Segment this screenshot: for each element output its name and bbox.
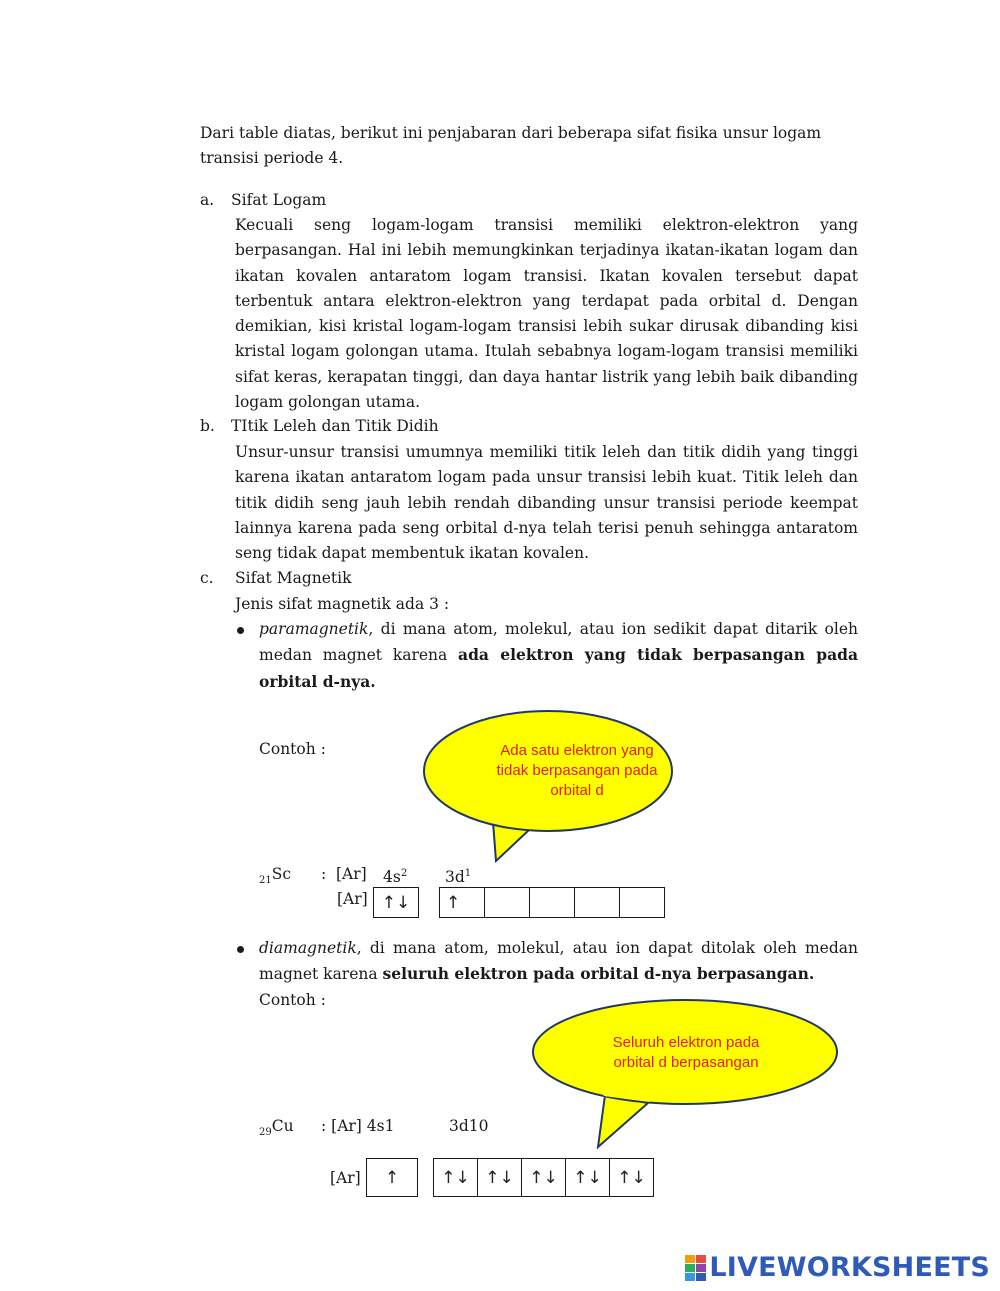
sc-3d-orbital-box-2 (484, 887, 530, 918)
cu-core-label: [Ar] (330, 1169, 361, 1187)
section-c-marker: c. (200, 569, 214, 587)
callout-diamagnetic-text (566, 1033, 806, 1073)
cu-3d-orbital-box-5: ↑↓ (609, 1158, 654, 1197)
sc-4s-orbital-box: ↑↓ (373, 887, 419, 918)
liveworksheets-logo-icon (685, 1255, 707, 1281)
section-a-paragraph: Kecuali seng logam-logam transisi memiliki elektron-elektron yang berpasangan. Hal ini lebih memungkinkan terjadinya ikatan-ikatan logam dan ikatan kovalen antaratom logam transisi. Ikatan kovalen tersebut dapat terbentuk antara elektron-elektron yang terdapat pada orbital d. Dengan demikian, kisi kristal logam-logam transisi lebih sukar dirusak dibanding kisi kristal logam golongan utama. Itulah sebabnya logam-logam transisi memiliki sifat keras, kerapatan tinggi, dan daya hantar listrik yang lebih baik dibanding logam golongan utama. (235, 216, 858, 412)
callout-diamagnetic-line-1: Seluruh elektron pada (612, 1034, 760, 1051)
intro-line-1: Dari table diatas, berikut ini penjabaran dari beberapa sifat fisika unsur logam (200, 124, 822, 142)
paramagnetic-bold-text: ada elektron yang tidak berpasangan pada orbital d-nya. (259, 645, 858, 691)
paramagnetic-description (259, 617, 858, 695)
sc-config-4s (383, 862, 407, 889)
section-b-paragraph: Unsur-unsur transisi umumnya memiliki titik leleh dan titik didih yang tinggi karena ikatan antaratom logam pada unsur transisi lebih kuat. Titik leleh dan titik didih seng jauh lebih rendah dibanding unsur transisi periode keempat lainnya karena pada seng orbital d-nya telah terisi penuh sehingga antaratom seng tidak dapat membentuk ikatan kovalen. (235, 443, 858, 563)
sc-4s-electrons: 2 (400, 868, 408, 879)
sc-3d-orbital-box-4 (574, 887, 620, 918)
diamagnetic-text: , di mana atom, molekul, atau ion dapat ditolak oleh medan magnet karena (259, 939, 858, 984)
sc-3d-orbital-box-1: ↑ (439, 887, 485, 918)
sc-3d-electrons: 1 (464, 868, 472, 879)
cu-3d-orbital-box-3: ↑↓ (521, 1158, 566, 1197)
sc-config-colon: : (321, 865, 327, 883)
sc-config-core: [Ar] (336, 865, 367, 883)
sc-config-3d (445, 862, 471, 889)
sc-symbol: Sc (271, 865, 292, 883)
cu-3d-orbital-box-1: ↑↓ (433, 1158, 478, 1197)
diamagnetic-term: diamagnetik (259, 939, 357, 957)
intro-line-2: transisi periode 4. (200, 149, 344, 167)
diamagnetic-description (259, 936, 858, 988)
bullet-diamagnetic (237, 946, 244, 953)
liveworksheets-logo-text: LIVEWORKSHEETS (709, 1252, 990, 1283)
paramagnetic-example-label: Contoh : (259, 740, 326, 758)
section-c-title: Sifat Magnetik (235, 569, 352, 587)
callout-diamagnetic-line-2: orbital d berpasangan (613, 1054, 759, 1071)
callout-bubble-diamagnetic (530, 995, 845, 1155)
callout-paramagnetic-line-2: tidak berpasangan pada (496, 762, 658, 779)
liveworksheets-logo (685, 1252, 990, 1283)
cu-atomic-number: 29 (259, 1127, 272, 1139)
callout-paramagnetic-line-3: orbital d (550, 782, 604, 799)
sc-3d-orbital-box-3 (529, 887, 575, 918)
paramagnetic-text: , di mana atom, molekul, atau ion sedikit dapat ditarik oleh medan magnet karena (259, 620, 858, 665)
sc-element-label (259, 862, 291, 893)
cu-element-label (259, 1114, 294, 1145)
callout-paramagnetic-line-1: Ada satu elektron yang (500, 742, 654, 759)
sc-4s-label: 4s (383, 868, 401, 887)
cu-config-text: : [Ar] 4s1 (321, 1117, 395, 1135)
callout-paramagnetic-text (462, 741, 692, 801)
section-b-marker: b. (200, 417, 215, 435)
sc-3d-orbital-box-5 (619, 887, 665, 918)
diamagnetic-example-label: Contoh : (259, 991, 326, 1009)
section-a-title: Sifat Logam (231, 191, 327, 209)
sc-atomic-number: 21 (259, 875, 272, 887)
cu-3d-orbital-box-2: ↑↓ (477, 1158, 522, 1197)
cu-config-3d: 3d10 (449, 1117, 489, 1135)
cu-3d-orbital-box-4: ↑↓ (565, 1158, 610, 1197)
paramagnetic-term: paramagnetik (259, 620, 369, 638)
section-a-marker: a. (200, 191, 215, 209)
cu-4s-orbital-box: ↑ (366, 1158, 418, 1197)
cu-symbol: Cu (271, 1117, 294, 1135)
sc-3d-label: 3d (445, 868, 465, 887)
section-c-intro: Jenis sifat magnetik ada 3 : (235, 595, 450, 613)
section-b-title: TItik Leleh dan Titik Didih (231, 417, 439, 435)
bullet-paramagnetic (237, 627, 244, 634)
diamagnetic-bold-text: seluruh elektron pada orbital d-nya berpasangan. (382, 964, 815, 984)
sc-core-label: [Ar] (337, 890, 368, 908)
